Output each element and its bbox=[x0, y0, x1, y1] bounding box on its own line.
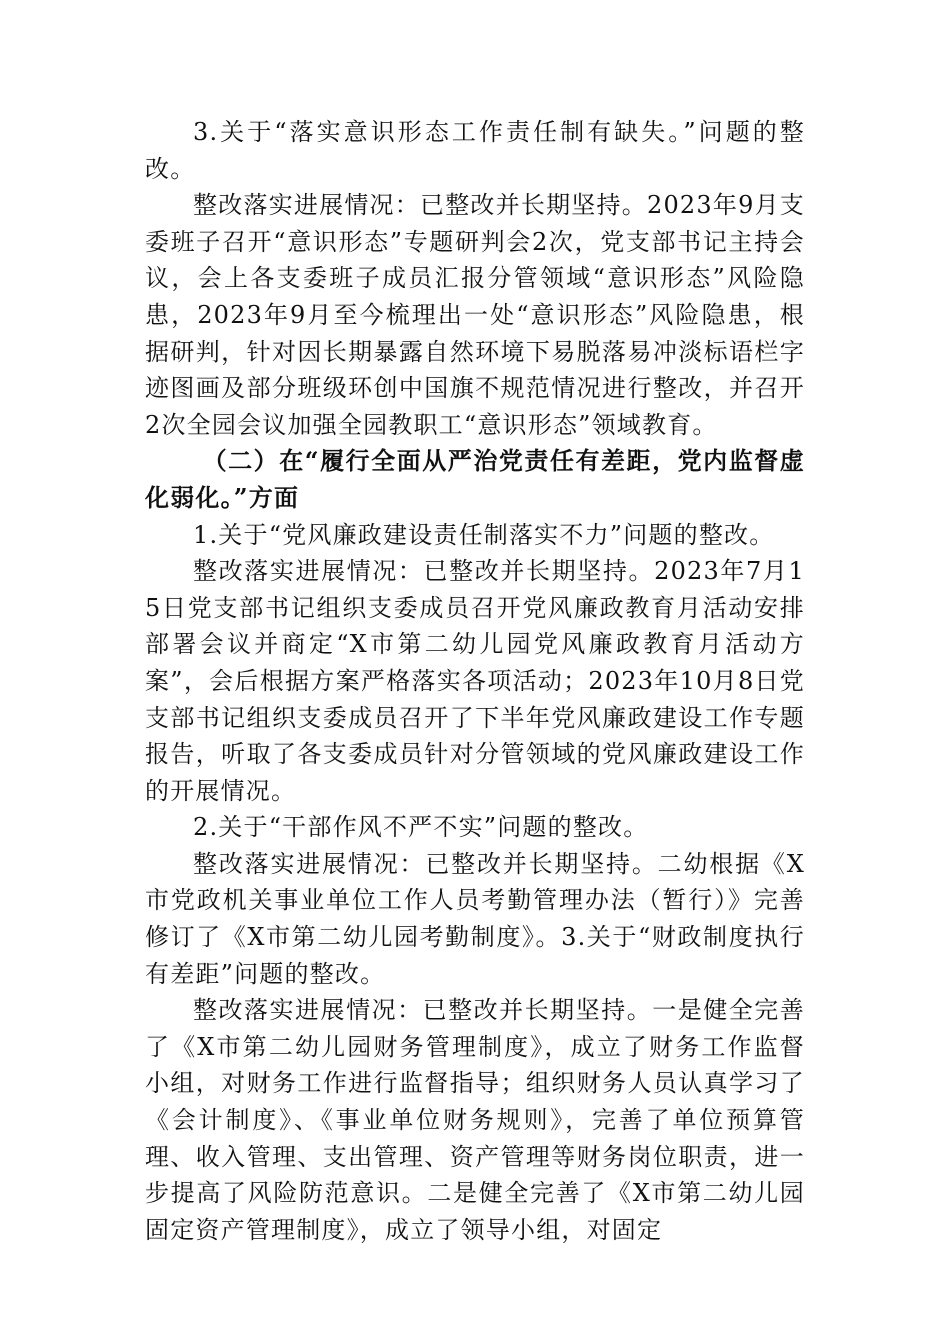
item-3-ideology-heading: 3.关于“落实意识形态工作责任制有缺失。”问题的整改。 bbox=[145, 118, 805, 183]
item-1-party-integrity-heading: 1.关于“党风廉政建设责任制落实不力”问题的整改。 bbox=[193, 520, 775, 549]
document-page bbox=[145, 114, 805, 1248]
section-2-heading: （二）在“履行全面从严治党责任有差距，党内监督虚化弱化。”方面 bbox=[145, 446, 805, 512]
item-1-progress-paragraph: 整改落实进展情况：已整改并长期坚持。2023年7月15日党支部书记组织支委成员召开党风廉政教育月活动安排部署会议并商定“X市第二幼儿园党风廉政教育月活动方案”，会后根据方案严格落实各项活动；2023年10月8日党支部书记组织支委成员召开了下半年党风廉政建设工作专题报告，听取了各支委成员针对分管领域的党风廉政建设工作的开展情况。 bbox=[145, 557, 805, 805]
item-2-cadre-style-heading: 2.关于“干部作风不严不实”问题的整改。 bbox=[193, 813, 649, 842]
item-3-finance-progress-paragraph: 整改落实进展情况：已整改并长期坚持。一是健全完善了《X市第二幼儿园财务管理制度》，成立了财务工作监督小组，对财务工作进行监督指导；组织财务人员认真学习了《会计制度》、《事业单位财务规则》，完善了单位预算管理、收入管理、支出管理、资产管理等财务岗位职责，进一步提高了风险防范意识。二是健全完善了《X市第二幼儿园固定资产管理制度》，成立了领导小组，对固定 bbox=[145, 996, 805, 1244]
item-2-progress-paragraph: 整改落实进展情况：已整改并长期坚持。二幼根据《X市党政机关事业单位工作人员考勤管理办法（暂行）》完善修订了《X市第二幼儿园考勤制度》。3.关于“财政制度执行有差距”问题的整改。 bbox=[145, 849, 805, 988]
item-3-progress-paragraph: 整改落实进展情况：已整改并长期坚持。2023年9月支委班子召开“意识形态”专题研判会2次，党支部书记主持会议，会上各支委班子成员汇报分管领域“意识形态”风险隐患，2023年9月至今梳理出一处“意识形态”风险隐患，根据研判，针对因长期暴露自然环境下易脱落易冲淡标语栏字迹图画及部分班级环创中国旗不规范情况进行整改，并召开2次全园会议加强全园教职工“意识形态”领域教育。 bbox=[145, 191, 805, 439]
